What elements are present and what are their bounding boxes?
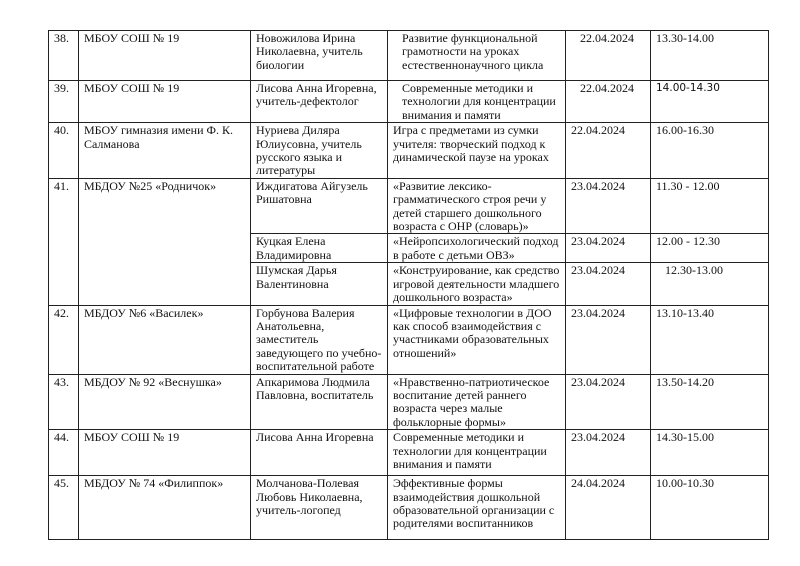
time: 11.30 - 12.00 bbox=[651, 178, 769, 234]
row-number: 43. bbox=[49, 374, 79, 430]
topic: Эффективные формы взаимодействия дошкольной образовательной организации с родителями воспитанников bbox=[388, 476, 566, 540]
date: 22.04.2024 bbox=[566, 81, 651, 123]
topic: «Нейропсихологический подход в работе с детьми ОВЗ» bbox=[388, 234, 566, 263]
time: 14.00-14.30 bbox=[651, 81, 769, 123]
table-row bbox=[49, 476, 769, 540]
date: 23.04.2024 bbox=[566, 178, 651, 234]
date: 23.04.2024 bbox=[566, 234, 651, 263]
presenter: Куцкая Елена Владимировна bbox=[251, 234, 388, 263]
topic: Игра с предметами из сумки учителя: творческий подход к динамической паузе на уроках bbox=[388, 123, 566, 179]
organization: МБОУ СОШ № 19 bbox=[79, 81, 251, 123]
row-number: 44. bbox=[49, 430, 79, 476]
topic: «Цифровые технологии в ДОО как способ взаимодействия с участниками образовательных отношений» bbox=[388, 305, 566, 374]
organization: МБОУ СОШ № 19 bbox=[79, 430, 251, 476]
time: 13.10-13.40 bbox=[651, 305, 769, 374]
presenter: Лисова Анна Игоревна, учитель-дефектолог bbox=[251, 81, 388, 123]
date: 22.04.2024 bbox=[566, 123, 651, 179]
presenter: Шумская Дарья Валентиновна bbox=[251, 263, 388, 305]
organization: МБДОУ №25 «Родничок» bbox=[79, 178, 251, 305]
presenter: Лисова Анна Игоревна bbox=[251, 430, 388, 476]
presenter: Новожилова Ирина Николаевна, учитель биологии bbox=[251, 31, 388, 81]
topic: Современные методики и технологии для концентрации внимания и памяти bbox=[388, 81, 566, 123]
organization: МБДОУ № 74 «Филиппок» bbox=[79, 476, 251, 540]
time: 12.30-13.00 bbox=[651, 263, 769, 305]
organization: МБДОУ №6 «Василек» bbox=[79, 305, 251, 374]
schedule-table bbox=[48, 30, 769, 540]
date: 23.04.2024 bbox=[566, 263, 651, 305]
row-number: 42. bbox=[49, 305, 79, 374]
presenter: Иждигатова Айгузель Ришатовна bbox=[251, 178, 388, 234]
row-number: 45. bbox=[49, 476, 79, 540]
date: 22.04.2024 bbox=[566, 31, 651, 81]
date: 23.04.2024 bbox=[566, 305, 651, 374]
row-number: 41. bbox=[49, 178, 79, 305]
topic: «Развитие лексико-грамматического строя речи у детей старшего дошкольного возраста с ОНР (словарь)» bbox=[388, 178, 566, 234]
table-row bbox=[49, 31, 769, 81]
presenter: Молчанова-Полевая Любовь Николаевна, учитель-логопед bbox=[251, 476, 388, 540]
time: 13.50-14.20 bbox=[651, 374, 769, 430]
date: 23.04.2024 bbox=[566, 430, 651, 476]
time: 13.30-14.00 bbox=[651, 31, 769, 81]
time: 12.00 - 12.30 bbox=[651, 234, 769, 263]
date: 24.04.2024 bbox=[566, 476, 651, 540]
table-row bbox=[49, 81, 769, 123]
presenter: Нуриева Диляра Юлиусовна, учитель русского языка и литературы bbox=[251, 123, 388, 179]
time: 14.30-15.00 bbox=[651, 430, 769, 476]
date: 23.04.2024 bbox=[566, 374, 651, 430]
table-row bbox=[49, 374, 769, 430]
organization: МБОУ СОШ № 19 bbox=[79, 31, 251, 81]
row-number: 38. bbox=[49, 31, 79, 81]
row-number: 40. bbox=[49, 123, 79, 179]
topic: «Нравственно-патриотическое воспитание детей раннего возраста через малые фольклорные формы» bbox=[388, 374, 566, 430]
table-row bbox=[49, 123, 769, 179]
organization: МБОУ гимназия имени Ф. К. Салманова bbox=[79, 123, 251, 179]
topic: Современные методики и технологии для концентрации внимания и памяти bbox=[388, 430, 566, 476]
table-row bbox=[49, 305, 769, 374]
table-row bbox=[49, 178, 769, 234]
time: 10.00-10.30 bbox=[651, 476, 769, 540]
topic: Развитие функциональной грамотности на уроках естественнонаучного цикла bbox=[388, 31, 566, 81]
topic: «Конструирование, как средство игровой деятельности младшего дошкольного возраста» bbox=[388, 263, 566, 305]
time: 16.00-16.30 bbox=[651, 123, 769, 179]
presenter: Апкаримова Людмила Павловна, воспитатель bbox=[251, 374, 388, 430]
organization: МБДОУ № 92 «Веснушка» bbox=[79, 374, 251, 430]
presenter: Горбунова Валерия Анатольевна, заместитель заведующего по учебно-воспитательной работе bbox=[251, 305, 388, 374]
row-number: 39. bbox=[49, 81, 79, 123]
table-row bbox=[49, 430, 769, 476]
